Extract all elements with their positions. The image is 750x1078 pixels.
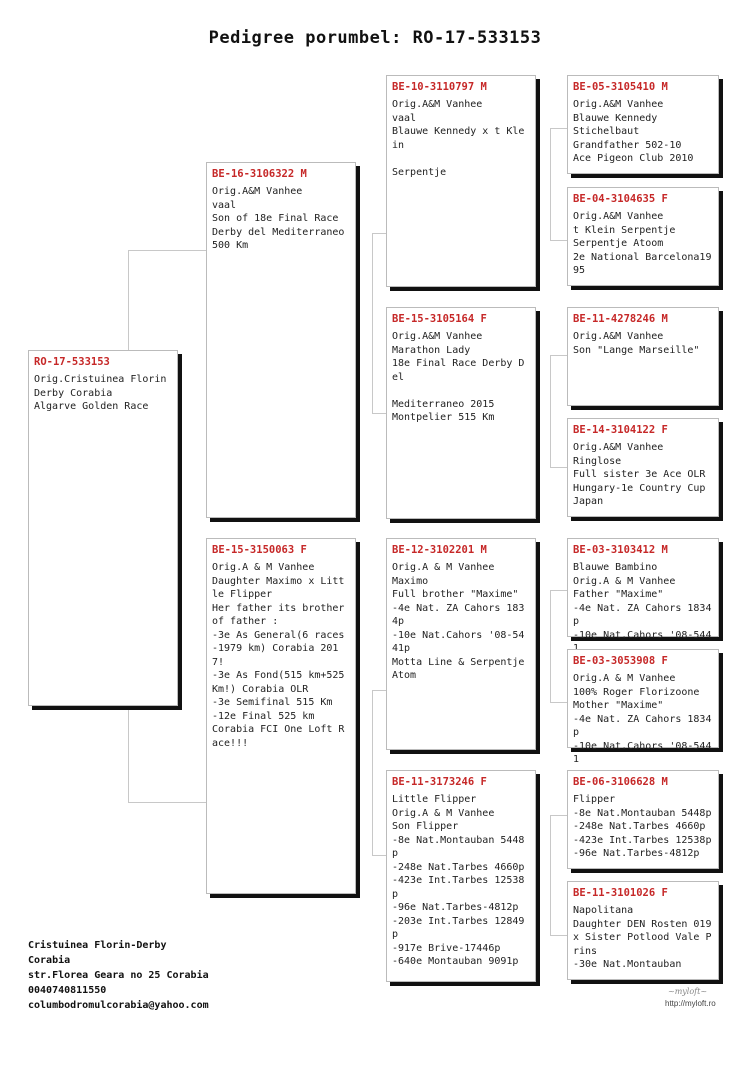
info-line: -640e Montauban 9091p [392,956,519,967]
info-line: -30e Nat.Montauban [573,959,682,970]
info-line: Full sister 3e Ace OLR Hungary-1e Country Cup Japan [573,469,712,507]
info-line: -96e Nat.Tarbes-4812p [573,848,700,859]
info-line: Marathon Lady [392,344,471,356]
connector [128,250,208,251]
info-line: Orig.A & M Vanhee [392,807,495,819]
info-line: Orig.A&M Vanhee [573,211,664,222]
connector [372,690,373,855]
info-line: -8e Nat.Montauban 5448p [573,807,712,819]
info-line: Serpentje [392,166,447,178]
info-line: Maximo [392,575,429,587]
info-line: -4e Nat. ZA Cahors 1834p [392,602,525,627]
info-line [392,152,530,166]
info-line: Orig.A&M Vanhee [392,331,483,342]
pigeon-card-dam-dam[interactable] [386,770,536,982]
site-link[interactable]: http://myloft.ro [665,999,716,1008]
ring-number: BE-03-3103412 M [573,544,668,556]
info-line: -8e Nat.Montauban 5448p [392,834,525,859]
pigeon-card-gg7[interactable] [567,770,719,869]
info-line: Corabia FCI One Loft Race!!! [212,724,345,749]
info-line: t Klein Serpentje [573,224,676,236]
info-line: Ace Pigeon Club 2010 [573,153,694,164]
info-line: -3e Semifinal 515 Km [212,697,333,708]
info-line: Mediterraneo 2015 [392,398,495,410]
pigeon-card-gg4[interactable] [567,418,719,517]
info-line: Orig.A&M Vanhee [212,186,303,197]
info-line: Orig.A&M Vanhee [573,99,664,110]
info-line: Orig.A & M Vanhee [573,673,676,684]
connector [550,467,568,468]
info-line: -917e Brive-17446p [392,942,501,954]
info-line: Montpelier 515 Km [392,412,495,423]
info-line: -3e As General(6 races-1979 km) Corabia 2017! [212,629,345,668]
info-line: Orig.Cristuinea Florin [34,374,167,385]
info-line: -248e Nat.Tarbes 4660p [573,821,706,832]
connector [550,815,551,935]
info-line: Little Flipper [392,794,477,805]
pigeon-card-gg5[interactable] [567,538,719,641]
pigeon-card-subject[interactable] [28,350,178,706]
owner-email[interactable]: columbodromulcorabia@yahoo.com [28,1000,209,1011]
info-line: 500 Km [212,240,249,251]
info-line: Napolitana [573,905,634,916]
info-line: Blauwe Kennedy [573,112,658,124]
info-line: vaal [212,199,237,211]
info-line: Orig.A&M Vanhee [573,331,664,342]
owner-address: str.Florea Geara no 25 Corabia [28,970,209,981]
info-line [392,384,530,398]
info-line: Flipper [573,794,616,805]
ring-number: BE-14-3104122 F [573,424,668,436]
ring-number: BE-12-3102201 M [392,544,487,556]
info-line: -10e Nat.Cahors '08-5441 [573,740,712,765]
info-line: Daughter Maximo x Little Flipper [212,575,345,600]
info-line: Son of 18e Final Race Derby del Mediterraneo [212,213,345,238]
connector [550,935,568,936]
connector [550,128,568,129]
page-title: Pedigree porumbel: RO-17-533153 [208,28,542,48]
ring-number: BE-03-3053908 F [573,655,668,667]
pigeon-card-sire[interactable] [206,162,356,518]
info-line: -10e Nat.Cahors '08-5441p [392,629,525,654]
connector [550,355,568,356]
ring-number: RO-17-533153 [34,356,110,368]
info-line: 100% Roger Florizoone [573,686,700,698]
info-line: -4e Nat. ZA Cahors 1834p [573,713,712,738]
info-line: -3e As Fond(515 km+525 Km!) Corabia OLR [212,670,351,695]
info-line: Orig.A & M Vanhee [212,562,315,573]
ring-number: BE-16-3106322 M [212,168,307,180]
connector [128,802,208,803]
info-line: Grandfather 502-10 [573,139,682,151]
pigeon-card-gg1[interactable] [567,75,719,174]
pigeon-card-gg8[interactable] [567,881,719,980]
info-line: Orig.A & M Vanhee [392,562,495,573]
pigeon-card-gg6[interactable] [567,649,719,765]
info-line: -96e Nat.Tarbes-4812p [392,902,519,913]
ring-number: BE-15-3150063 F [212,544,307,556]
ring-number: BE-11-4278246 M [573,313,668,325]
info-line: Daughter DEN Rosten 019x Sister Potlood Vale Prins [573,918,712,957]
signature-mark: ~myloft~ [668,987,708,996]
info-line: Mother "Maxime" [573,700,664,711]
info-line: -10e Nat.Cahors '08-544 [573,629,712,641]
pigeon-card-dam-sire[interactable] [386,538,536,750]
info-line: -4e Nat. ZA Cahors 1834p [573,602,712,627]
info-line: -423e Int.Tarbes 12538p [392,875,525,900]
ring-number: BE-11-3173246 F [392,776,487,788]
owner-city: Corabia [28,955,71,966]
pigeon-card-gg2[interactable] [567,187,719,286]
connector [550,590,551,702]
info-line: -423e Int.Tarbes 12538p [573,834,712,846]
pigeon-card-sire-sire[interactable] [386,75,536,287]
connector [550,355,551,467]
ring-number: BE-11-3101026 F [573,887,668,899]
info-line: Son "Lange Marseille" [573,344,700,356]
ring-number: BE-05-3105410 M [573,81,668,93]
info-line: Blauwe Bambino [573,562,658,573]
info-line: -12e Final 525 km [212,710,315,722]
info-line: Father "Maxime" [573,589,664,600]
info-line: Her father its brother of father : [212,602,351,627]
info-line: Orig.A&M Vanhee [392,99,483,110]
owner-phone: 0040740811550 [28,985,107,996]
info-line: Serpentje Atoom [573,238,664,249]
info-line: 2e National Barcelona1995 [573,251,712,276]
info-line: Blauwe Kennedy x t Klein [392,126,525,151]
connector [550,128,551,240]
info-line: -203e Int.Tarbes 12849p [392,915,525,940]
info-line: -248e Nat.Tarbes 4660p [392,861,525,873]
info-line: Orig.A & M Vanhee [573,575,676,587]
info-line: Full brother "Maxime" [392,589,519,600]
info-line: vaal [392,112,417,124]
ring-number: BE-15-3105164 F [392,313,487,325]
info-line: Stichelbaut [573,126,640,137]
pigeon-card-sire-dam[interactable] [386,307,536,519]
info-line: 18e Final Race Derby Del [392,358,525,383]
info-line: Ringlose [573,455,622,467]
info-line: Derby Corabia [34,387,113,399]
owner-name: Cristuinea Florin-Derby [28,940,167,951]
info-line: Orig.A&M Vanhee [573,442,664,453]
info-line: Motta Line & Serpentje Atom [392,656,531,681]
connector [550,815,568,816]
ring-number: BE-04-3104635 F [573,193,668,205]
connector [550,590,568,591]
info-line: Algarve Golden Race [34,401,149,412]
pigeon-card-gg3[interactable] [567,307,719,406]
connector [550,702,568,703]
pigeon-card-dam[interactable] [206,538,356,894]
info-line: Son Flipper [392,821,459,832]
ring-number: BE-10-3110797 M [392,81,487,93]
ring-number: BE-06-3106628 M [573,776,668,788]
connector [372,233,373,413]
connector [550,240,568,241]
owner-info [28,938,209,1013]
